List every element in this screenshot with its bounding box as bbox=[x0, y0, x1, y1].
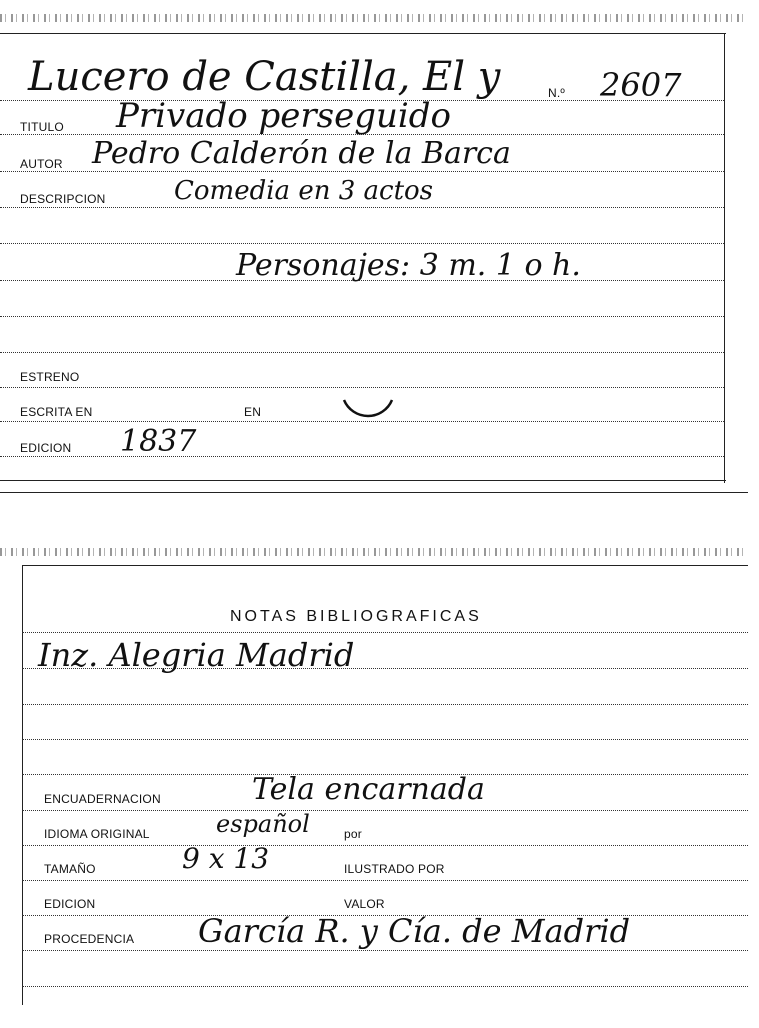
autor-value: Pedro Calderón de la Barca bbox=[92, 136, 511, 171]
card-left-border bbox=[22, 565, 23, 1005]
ruled-line bbox=[22, 950, 748, 951]
ruled-line bbox=[22, 632, 748, 633]
ruled-line bbox=[22, 986, 748, 987]
edicion-label: EDICION bbox=[20, 441, 72, 455]
ruled-line bbox=[22, 810, 748, 811]
tamano-label: TAMAÑO bbox=[44, 862, 96, 876]
number-label: N.º bbox=[548, 86, 565, 100]
idioma-original-value: español bbox=[216, 810, 310, 838]
ruled-line bbox=[0, 171, 724, 172]
edicion-year: 1837 bbox=[120, 424, 197, 459]
personajes-value: Personajes: 3 m. 1 o h. bbox=[236, 248, 581, 283]
ruled-line bbox=[22, 704, 748, 705]
edicion-label: EDICION bbox=[44, 897, 96, 911]
ruled-line bbox=[0, 243, 724, 244]
ruled-line bbox=[0, 316, 724, 317]
encuadernacion-label: ENCUADERNACION bbox=[44, 792, 161, 806]
card-heading-handwritten: Lucero de Castilla, El y bbox=[28, 54, 501, 100]
descripcion-value: Comedia en 3 actos bbox=[174, 176, 434, 206]
card-bottom-border bbox=[0, 480, 726, 481]
valor-label: VALOR bbox=[344, 897, 385, 911]
ruled-line bbox=[22, 739, 748, 740]
encuadernacion-value: Tela encarnada bbox=[252, 772, 485, 807]
notas-bibliograficas-title: NOTAS BIBLIOGRAFICAS bbox=[230, 608, 482, 625]
idioma-original-label: IDIOMA ORIGINAL bbox=[44, 827, 150, 841]
titulo-value: Privado perseguido bbox=[116, 96, 452, 136]
ruled-line bbox=[22, 845, 748, 846]
punch-hole-icon bbox=[336, 392, 400, 448]
procedencia-value: García R. y Cía. de Madrid bbox=[198, 912, 631, 950]
card-top-border bbox=[22, 565, 748, 566]
ruled-line bbox=[0, 387, 724, 388]
ruled-line bbox=[22, 880, 748, 881]
card-top-edge-speckle bbox=[0, 548, 748, 556]
ilustrado-por-label: ILUSTRADO POR bbox=[344, 862, 445, 876]
en-label: EN bbox=[244, 405, 262, 419]
descripcion-label: DESCRIPCION bbox=[20, 192, 106, 206]
estreno-label: ESTRENO bbox=[20, 370, 80, 384]
ruled-line bbox=[0, 207, 724, 208]
tamano-value: 9 x 13 bbox=[182, 842, 270, 875]
ruled-line bbox=[0, 352, 724, 353]
autor-label: AUTOR bbox=[20, 157, 63, 171]
card-top-border bbox=[0, 33, 726, 34]
ruled-line bbox=[0, 456, 724, 457]
notes-value: Inz. Alegria Madrid bbox=[38, 636, 355, 674]
card-cut-line bbox=[0, 492, 748, 493]
titulo-label: TITULO bbox=[20, 120, 64, 134]
card-top-edge-speckle bbox=[0, 14, 745, 22]
card-right-border bbox=[724, 33, 725, 483]
escrita-en-label: ESCRITA EN bbox=[20, 405, 93, 419]
procedencia-label: PROCEDENCIA bbox=[44, 932, 135, 946]
catalog-number: 2607 bbox=[600, 66, 682, 104]
por-label: por bbox=[344, 827, 362, 841]
